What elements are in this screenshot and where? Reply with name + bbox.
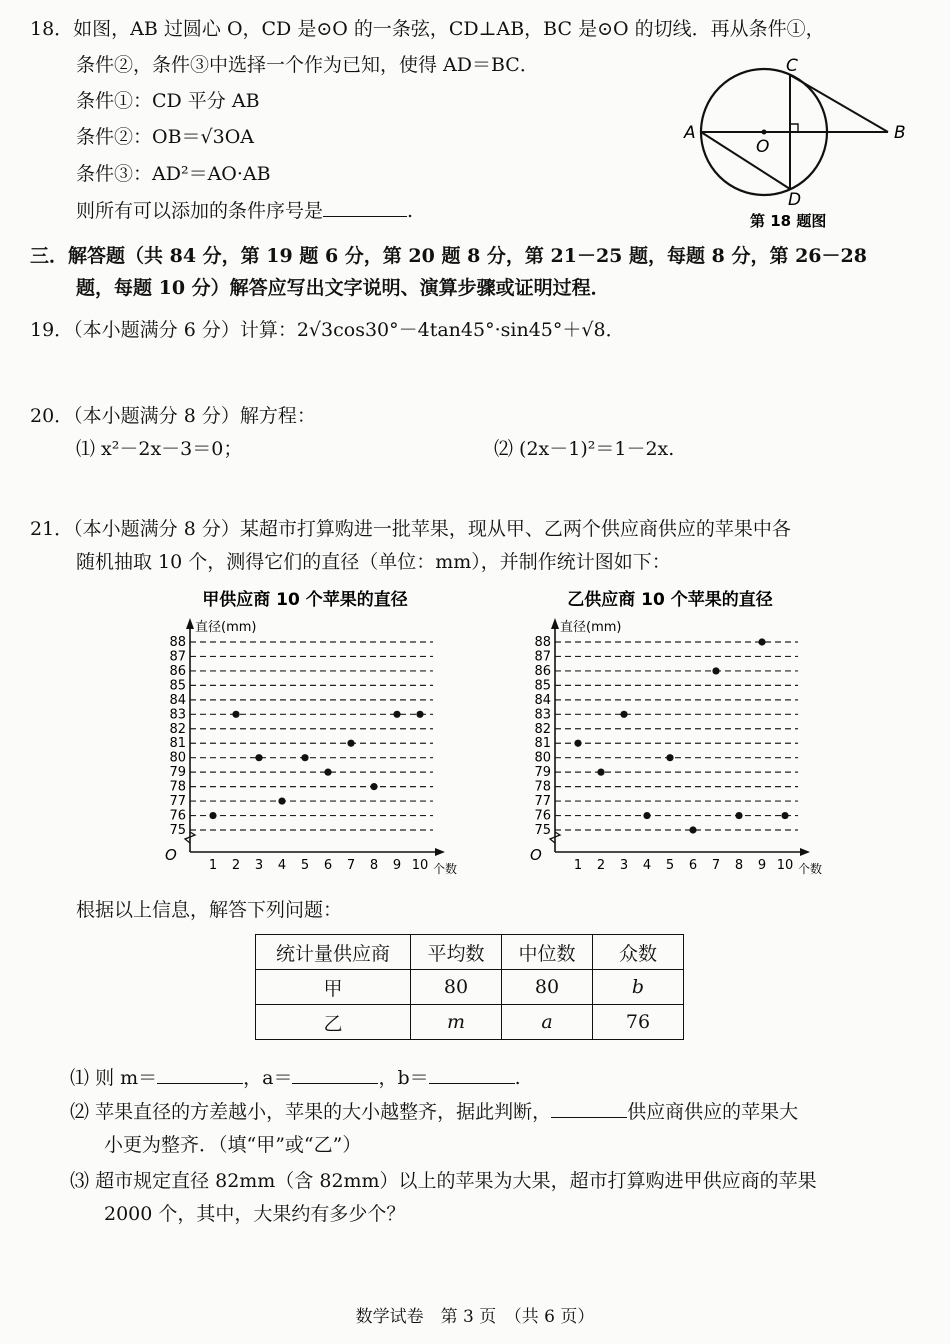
q21-sub1 [70, 1065, 521, 1091]
sub1-text-b: ，b＝ [378, 1067, 429, 1089]
x-tick-label: 3 [619, 858, 629, 873]
table-header-cell: 统计量供应商 [256, 935, 411, 970]
q21-info: 根据以上信息，解答下列问题： [76, 899, 343, 921]
y-tick-label: 75 [169, 823, 186, 838]
page-footer: 数学试卷 第 3 页 （共 6 页） [355, 1307, 595, 1327]
x-tick-label: 1 [573, 858, 583, 873]
data-point [781, 812, 788, 819]
q18-condition-1: 条件①：CD 平分 AB [76, 90, 260, 112]
x-tick-label: 10 [776, 858, 794, 873]
table-cell: 甲 [256, 970, 411, 1005]
y-tick-label: 79 [169, 765, 186, 781]
x-tick-label: 4 [277, 858, 287, 873]
q21-sub3-line2: 2000 个，其中，大果约有多少个？ [104, 1203, 406, 1225]
x-tick-label: 3 [254, 858, 264, 873]
y-tick-label: 83 [169, 707, 186, 723]
blank-m[interactable] [157, 1065, 243, 1084]
y-tick-label: 78 [169, 779, 186, 795]
sub2-text-a: 苹果直径的方差越小，苹果的大小越整齐，据此判断， [95, 1101, 552, 1123]
y-tick-label: 86 [169, 663, 186, 679]
right-angle-mark [790, 124, 798, 132]
q20-part1: ⑴ x²－2x－3＝0； [76, 438, 243, 460]
table-cell: b [593, 970, 684, 1005]
q20-head: 20．（本小题满分 8 分）解方程： [30, 405, 316, 427]
x-tick-label: 8 [369, 858, 379, 873]
chart-title: 甲供应商 10 个苹果的直径 [202, 590, 408, 610]
y-axis-label: 直径(mm) [560, 620, 622, 635]
q21-line2: 随机抽取 10 个，测得它们的直径（单位：mm），并制作统计图如下： [76, 551, 671, 573]
y-tick-label: 84 [534, 692, 551, 708]
data-point [712, 667, 719, 674]
y-tick-label: 75 [534, 823, 551, 838]
sub1-end: . [514, 1067, 521, 1089]
table-cell: 76 [593, 1005, 684, 1040]
section3-line1: 三．解答题（共 84 分，第 19 题 6 分，第 20 题 8 分，第 21－25 题，每题 8 分，第 26－28 [30, 245, 867, 267]
table-header-cell: 平均数 [411, 935, 502, 970]
line-ad [701, 132, 790, 189]
data-point [232, 711, 239, 718]
q21-sub2-line2: 小更为整齐．（填“甲”或“乙”） [104, 1134, 362, 1156]
q21-sub2-line1 [70, 1099, 798, 1125]
data-point [735, 812, 742, 819]
y-tick-label: 87 [169, 649, 186, 665]
q21-line1: 21．（本小题满分 8 分）某超市打算购进一批苹果，现从甲、乙两个供应商供应的苹果中各 [30, 518, 791, 540]
sub3-text: 超市规定直径 82mm（含 82mm）以上的苹果为大果，超市打算购进甲供应商的苹果 [95, 1170, 817, 1192]
x-axis-arrow [435, 848, 445, 856]
q18-ask [76, 198, 413, 224]
x-tick-label: 5 [665, 858, 675, 873]
q18-ask-text: 则所有可以添加的条件序号是 [76, 200, 324, 222]
y-tick-label: 77 [169, 794, 186, 810]
data-point [324, 769, 331, 776]
sub1-text-m: 则 m＝ [95, 1067, 158, 1089]
q18-line1: 18．如图，AB 过圆心 O，CD 是⊙O 的一条弦，CD⊥AB，BC 是⊙O 的切线．再从条件①， [30, 18, 825, 40]
data-point [370, 783, 377, 790]
y-tick-label: 76 [169, 808, 186, 824]
q20-part2: ⑵ (2x－1)²＝1－2x. [494, 438, 675, 460]
y-tick-label: 82 [534, 721, 551, 737]
data-point [393, 711, 400, 718]
q18-answer-blank[interactable] [323, 198, 407, 217]
section3-line2: 题，每题 10 分）解答应写出文字说明、演算步骤或证明过程． [76, 277, 610, 299]
y-tick-label: 81 [534, 736, 551, 752]
data-point [620, 711, 627, 718]
x-tick-label: 2 [231, 858, 241, 873]
chart-yi [515, 585, 825, 885]
data-point [689, 826, 696, 833]
x-tick-label: 7 [346, 858, 356, 873]
table-cell: 乙 [256, 1005, 411, 1040]
sub2-number: ⑵ [70, 1101, 90, 1123]
x-axis-label: 个数 [798, 862, 823, 876]
table-cell: m [411, 1005, 502, 1040]
data-point [209, 812, 216, 819]
x-tick-label: 9 [392, 858, 402, 873]
x-tick-label: 5 [300, 858, 310, 873]
blank-b[interactable] [429, 1065, 515, 1084]
x-tick-label: 6 [688, 858, 698, 873]
y-tick-label: 79 [534, 765, 551, 781]
x-axis-label: 个数 [433, 862, 458, 876]
q19-text: 19．（本小题满分 6 分）计算：2√3cos30°－4tan45°·sin45°＋√8． [30, 319, 625, 341]
table-row [256, 970, 684, 1005]
data-point [597, 769, 604, 776]
x-axis-arrow [800, 848, 810, 856]
x-tick-label: 10 [411, 858, 429, 873]
sub1-text-a: ，a＝ [243, 1067, 293, 1089]
y-axis-label: 直径(mm) [195, 620, 257, 635]
sub1-number: ⑴ [70, 1067, 90, 1089]
data-point [574, 740, 581, 747]
data-point [347, 740, 354, 747]
q21-sub3-line1 [70, 1168, 817, 1194]
center-point [762, 130, 767, 135]
y-tick-label: 80 [169, 750, 186, 766]
origin-label: O [530, 846, 542, 864]
y-tick-label: 78 [534, 779, 551, 795]
label-c: C [786, 56, 798, 76]
x-tick-label: 9 [757, 858, 767, 873]
y-tick-label: 88 [534, 635, 551, 650]
blank-a[interactable] [292, 1065, 378, 1084]
stats-table [255, 934, 684, 1040]
table-cell: 80 [411, 970, 502, 1005]
y-tick-label: 85 [169, 678, 186, 694]
q18-condition-3: 条件③：AD²＝AO·AB [76, 163, 271, 185]
y-tick-label: 85 [534, 678, 551, 694]
label-o: O [756, 137, 770, 157]
data-point [643, 812, 650, 819]
y-tick-label: 82 [169, 721, 186, 737]
data-point [666, 754, 673, 761]
table-header-row [256, 935, 684, 970]
data-point [416, 711, 423, 718]
q18-condition-2: 条件②：OB＝√3OA [76, 126, 255, 148]
y-tick-label: 84 [169, 692, 186, 708]
y-tick-label: 88 [169, 635, 186, 650]
x-tick-label: 6 [323, 858, 333, 873]
x-tick-label: 8 [734, 858, 744, 873]
table-cell: 80 [502, 970, 593, 1005]
y-axis-arrow [186, 618, 194, 629]
chart-title: 乙供应商 10 个苹果的直径 [567, 590, 773, 610]
y-axis-arrow [551, 618, 559, 629]
q18-figure [680, 50, 920, 236]
q18-ask-end: . [407, 200, 414, 222]
table-row [256, 1005, 684, 1040]
figure-caption: 第 18 题图 [750, 212, 827, 230]
table-header-cell: 中位数 [502, 935, 593, 970]
q18-line2: 条件②，条件③中选择一个作为已知，使得 AD＝BC． [76, 54, 539, 76]
x-tick-label: 2 [596, 858, 606, 873]
origin-label: O [165, 846, 177, 864]
label-b: B [894, 123, 906, 143]
data-point [255, 754, 262, 761]
y-tick-label: 81 [169, 736, 186, 752]
x-tick-label: 7 [711, 858, 721, 873]
y-tick-label: 87 [534, 649, 551, 665]
blank-supplier[interactable] [551, 1099, 627, 1118]
sub3-number: ⑶ [70, 1170, 90, 1192]
y-tick-label: 80 [534, 750, 551, 766]
sub2-text-b: 供应商供应的苹果大 [627, 1101, 799, 1123]
y-tick-label: 77 [534, 794, 551, 810]
tangent-bc [790, 75, 888, 132]
label-a: A [684, 123, 696, 143]
x-tick-label: 4 [642, 858, 652, 873]
table-cell: a [502, 1005, 593, 1040]
data-point [301, 754, 308, 761]
data-point [758, 638, 765, 645]
data-point [278, 797, 285, 804]
table-header-cell: 众数 [593, 935, 684, 970]
y-tick-label: 83 [534, 707, 551, 723]
x-tick-label: 1 [208, 858, 218, 873]
label-d: D [788, 190, 802, 210]
y-tick-label: 76 [534, 808, 551, 824]
chart-jia [150, 585, 460, 885]
y-tick-label: 86 [534, 663, 551, 679]
